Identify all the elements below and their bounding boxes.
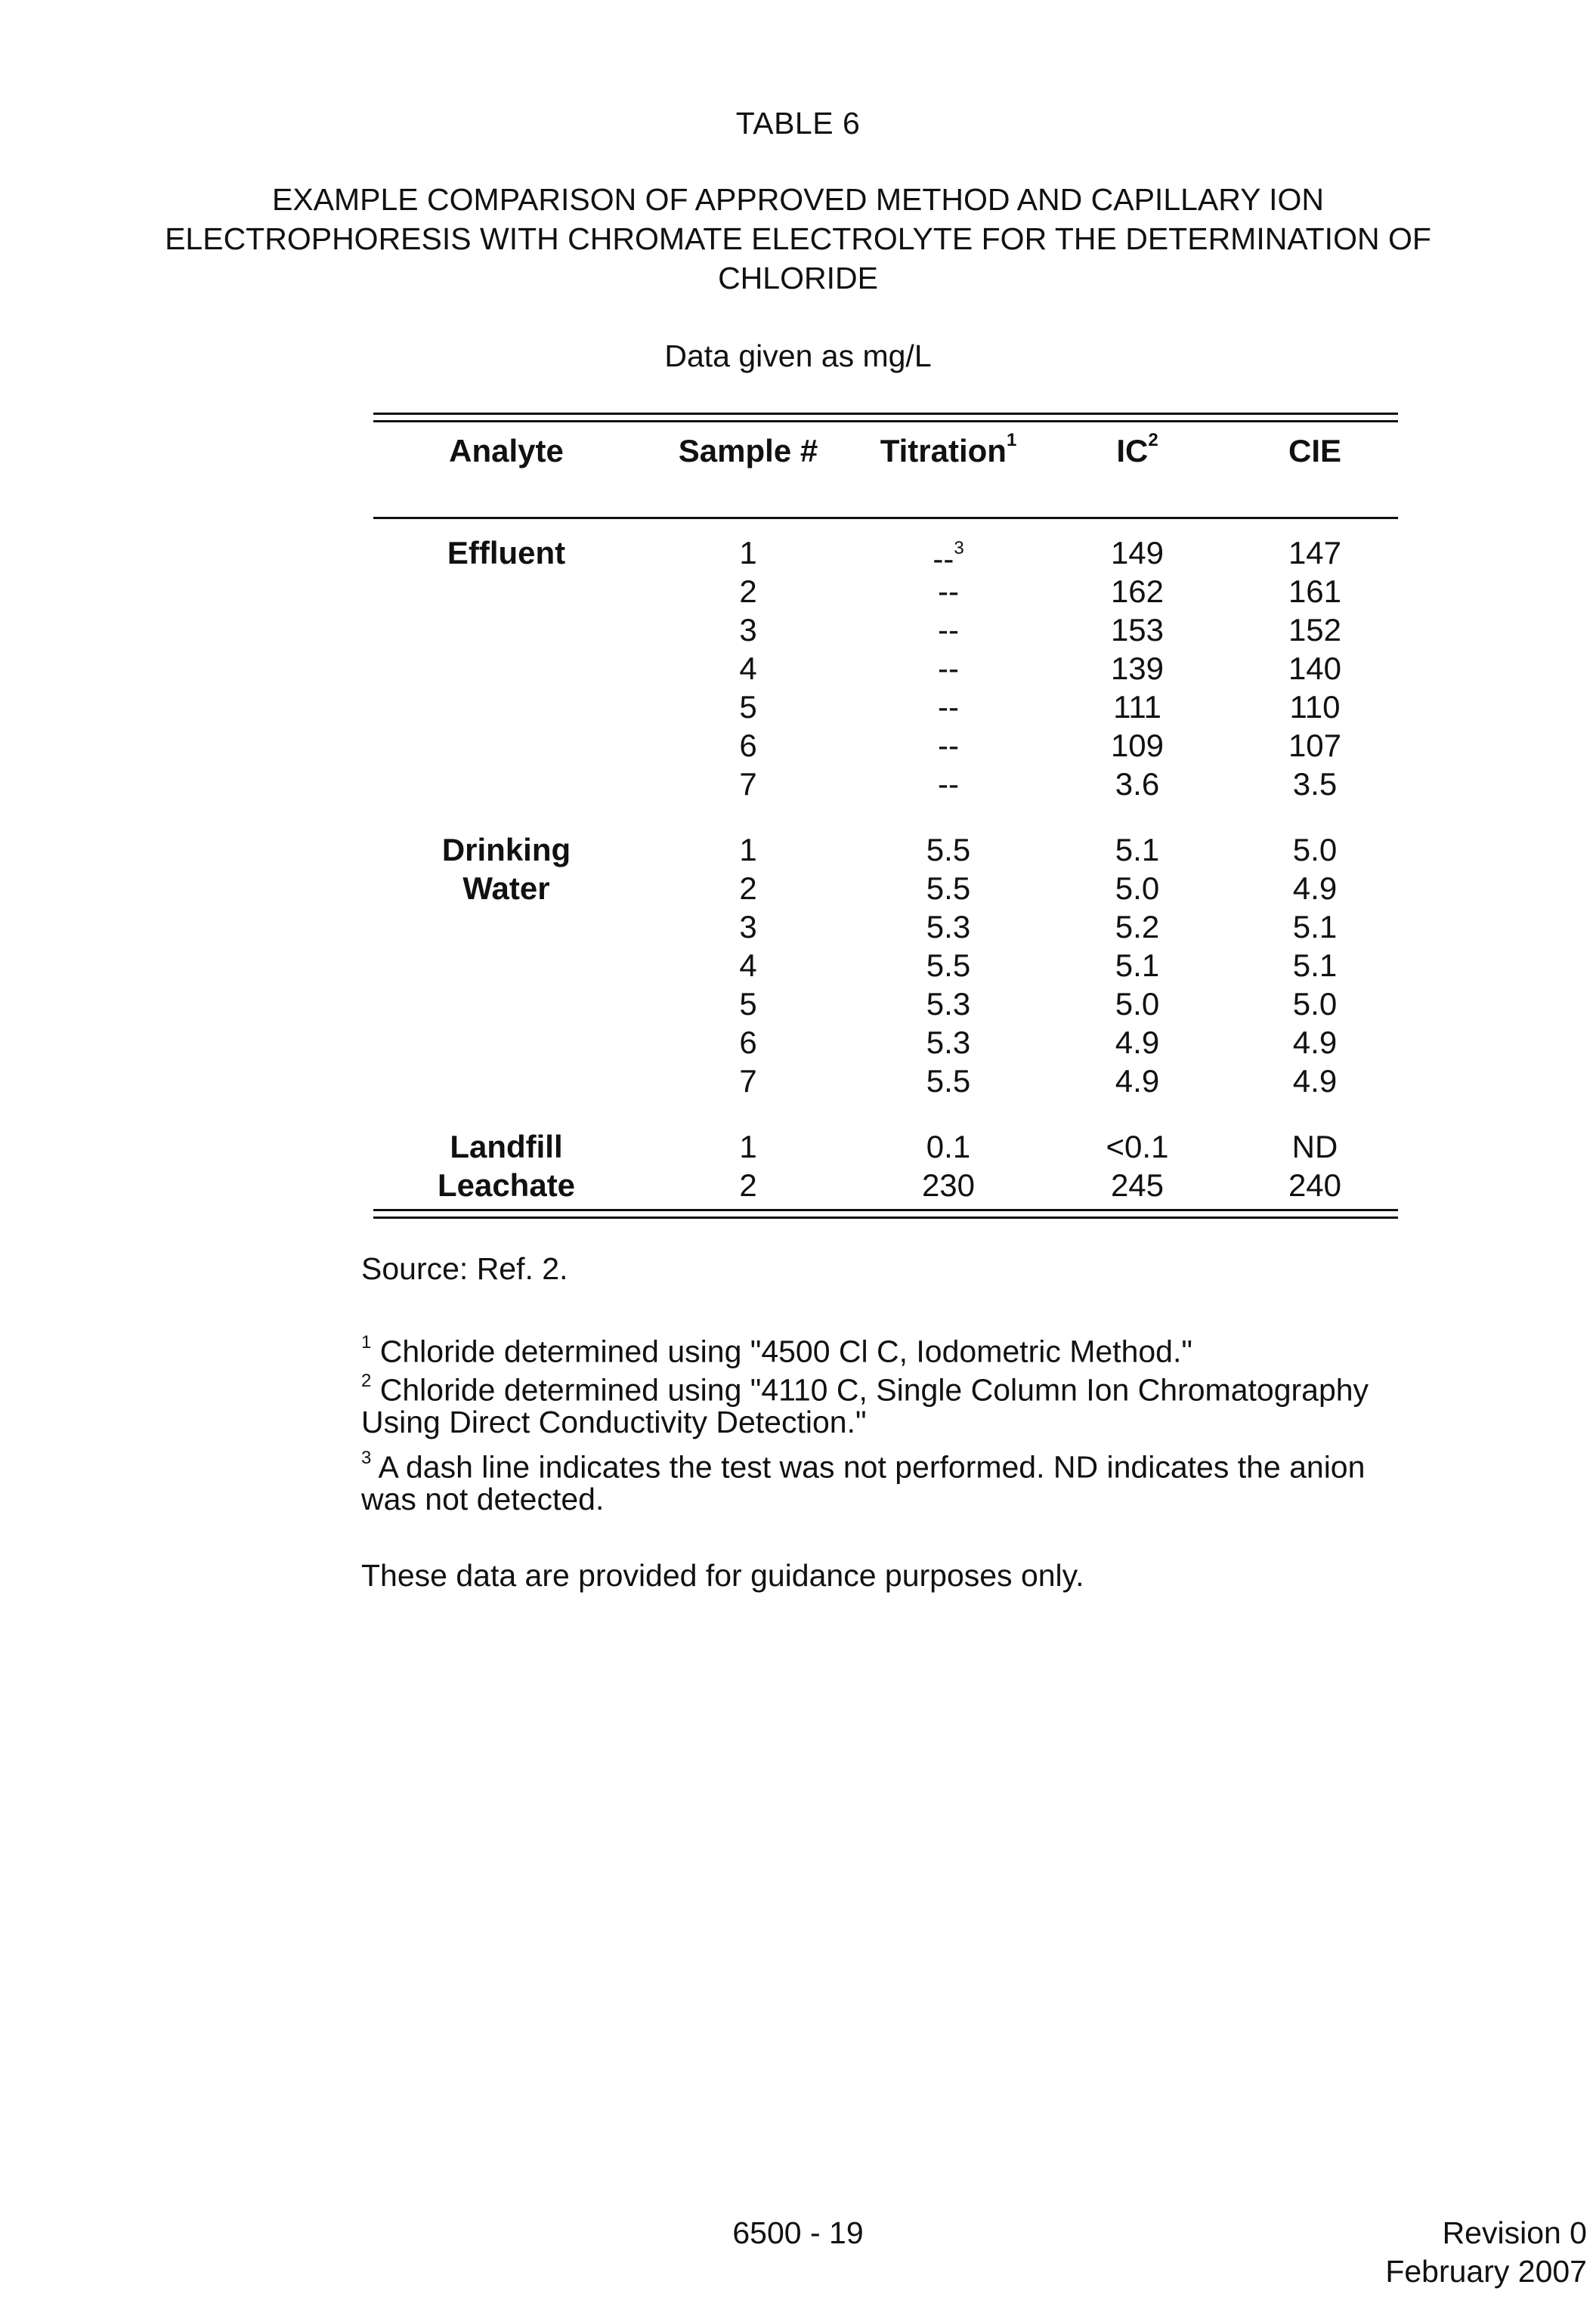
table-title-line-3: CHLORIDE <box>718 261 878 295</box>
table-cell-ic: 5.0 <box>1115 870 1160 906</box>
table-title-line-1: EXAMPLE COMPARISON OF APPROVED METHOD AND CAPILLARY ION <box>271 182 1325 217</box>
table-cell-cie: 140 <box>1288 651 1342 686</box>
table-cell-ic: 153 <box>1110 612 1165 648</box>
table-cell-titration: -- <box>938 651 959 686</box>
table-cell-cie: 5.1 <box>1292 909 1338 944</box>
table-cell-sample: 4 <box>739 948 757 983</box>
table-top-rule-inner <box>373 420 1398 422</box>
footnote-2-continued: Using Direct Conductivity Detection." <box>361 1405 867 1439</box>
table-cell-sample: 7 <box>739 1063 757 1099</box>
table-cell-sample: 5 <box>739 689 757 725</box>
table-cell-cie: 5.0 <box>1292 986 1338 1022</box>
table-cell-cie: 5.1 <box>1292 948 1338 983</box>
table-cell-sample: 5 <box>739 986 757 1022</box>
header-ic: $IC^2$ <box>1116 430 1158 468</box>
table-cell-ic: 111 <box>1113 689 1161 725</box>
revision-date: February 2007 <box>1385 2254 1587 2289</box>
table-cell-ic: 245 <box>1110 1167 1165 1203</box>
table-top-rule <box>373 413 1398 415</box>
table-cell-ic: 3.6 <box>1115 766 1160 802</box>
table-cell-ic: 5.2 <box>1115 909 1160 944</box>
table-cell-titration: -- <box>938 728 959 763</box>
source-note: Source: Ref. 2. <box>361 1251 568 1286</box>
header-titration: Titration$^1$ <box>880 430 1017 468</box>
header-bottom-rule <box>373 517 1398 519</box>
table-cell-titration: -- <box>938 766 959 802</box>
table-cell-cie: 4.9 <box>1292 1025 1338 1060</box>
table-cell-cie: 4.9 <box>1292 1063 1338 1099</box>
table-cell-ic: 162 <box>1110 573 1165 609</box>
table-cell-cie: 107 <box>1288 728 1342 763</box>
footnote-3-continued: was not detected. <box>361 1482 605 1516</box>
table-cell-sample: 1 <box>739 535 757 570</box>
ic-footnote-ref: 2 <box>1148 430 1158 450</box>
table-number: TABLE 6 <box>735 106 861 141</box>
header-analyte: Analyte <box>449 433 564 468</box>
table-cell-sample: 6 <box>739 728 757 763</box>
revision-label: Revision 0 <box>1442 2215 1587 2250</box>
table-cell-cie: 110 <box>1289 689 1341 725</box>
table-cell-titration: 230 <box>921 1167 976 1203</box>
table-cell-ic: 5.0 <box>1115 986 1160 1022</box>
table-cell-cie: 147 <box>1288 535 1342 570</box>
table-cell-titration: 5.5 <box>926 1063 971 1099</box>
footnote-2: $^2$ Chloride determined using "4110 C, Single Column Ion Chromatography <box>361 1371 1369 1408</box>
table-cell-ic: 109 <box>1110 728 1165 763</box>
table-cell-sample: 3 <box>739 612 757 648</box>
header-cie: CIE <box>1288 433 1341 468</box>
table-cell-titration: --$^3$ <box>933 538 964 577</box>
table-cell-cie: 152 <box>1288 612 1342 648</box>
table-cell-cie: 4.9 <box>1292 870 1338 906</box>
table-cell-cie: 3.5 <box>1292 766 1338 802</box>
table-cell-ic: 149 <box>1110 535 1165 570</box>
table-cell-titration: 5.5 <box>926 832 971 867</box>
table-cell-titration: 5.5 <box>926 870 971 906</box>
table-cell-sample: 2 <box>739 1167 757 1203</box>
footnote-1: $^1$ Chloride determined using "4500 Cl C, Iodometric Method." <box>361 1332 1192 1369</box>
table-title-line-2: ELECTROPHORESIS WITH CHROMATE ELECTROLYTE FOR THE DETERMINATION OF <box>165 221 1431 256</box>
table-cell-titration: 5.3 <box>926 986 971 1022</box>
table-cell-ic: 139 <box>1110 651 1165 686</box>
table-cell-ic: 4.9 <box>1115 1025 1160 1060</box>
table-cell-ic: 5.1 <box>1115 948 1160 983</box>
table-bottom-rule <box>373 1209 1398 1211</box>
guidance-disclaimer: These data are provided for guidance purposes only. <box>361 1558 1084 1593</box>
table-cell-titration: -- <box>938 612 959 648</box>
table-cell-cie: 161 <box>1288 573 1342 609</box>
analyte-drinking-water-line-2: Water <box>462 870 550 906</box>
analyte-drinking-water-line-1: Drinking <box>441 832 571 867</box>
table-cell-ic: 5.1 <box>1115 832 1160 867</box>
titration-footnote-ref: 1 <box>1006 430 1017 450</box>
table-bottom-rule-inner <box>373 1217 1398 1219</box>
table-cell-titration: 5.5 <box>926 948 971 983</box>
table-cell-titration: 5.3 <box>926 909 971 944</box>
table-cell-sample: 3 <box>739 909 757 944</box>
table-cell-sample: 4 <box>739 651 757 686</box>
analyte-landfill-leachate-line-1: Landfill <box>450 1129 563 1164</box>
table-cell-sample: 2 <box>739 870 757 906</box>
analyte-effluent: Effluent <box>447 535 566 570</box>
table-cell-sample: 1 <box>739 1129 757 1164</box>
table-cell-titration: -- <box>938 573 959 609</box>
units-caption: Data given as mg/L <box>664 339 932 373</box>
table-cell-ic: 4.9 <box>1115 1063 1160 1099</box>
table-cell-titration: 0.1 <box>926 1129 971 1164</box>
footnote-3: $^3$ A dash line indicates the test was not performed. ND indicates the anion <box>361 1448 1366 1485</box>
table-cell-titration: -- <box>938 689 959 725</box>
table-cell-cie: ND <box>1291 1129 1338 1164</box>
table-cell-sample: 2 <box>739 573 757 609</box>
analyte-landfill-leachate-line-2: Leachate <box>437 1167 576 1203</box>
header-sample: Sample # <box>678 433 818 468</box>
table-cell-sample: 6 <box>739 1025 757 1060</box>
table-cell-sample: 7 <box>739 766 757 802</box>
table-cell-cie: 5.0 <box>1292 832 1338 867</box>
table-cell-cie: 240 <box>1288 1167 1342 1203</box>
table-cell-titration: 5.3 <box>926 1025 971 1060</box>
table-cell-ic: <0.1 <box>1106 1129 1169 1164</box>
page-number: 6500 - 19 <box>732 2215 864 2250</box>
table-cell-sample: 1 <box>739 832 757 867</box>
